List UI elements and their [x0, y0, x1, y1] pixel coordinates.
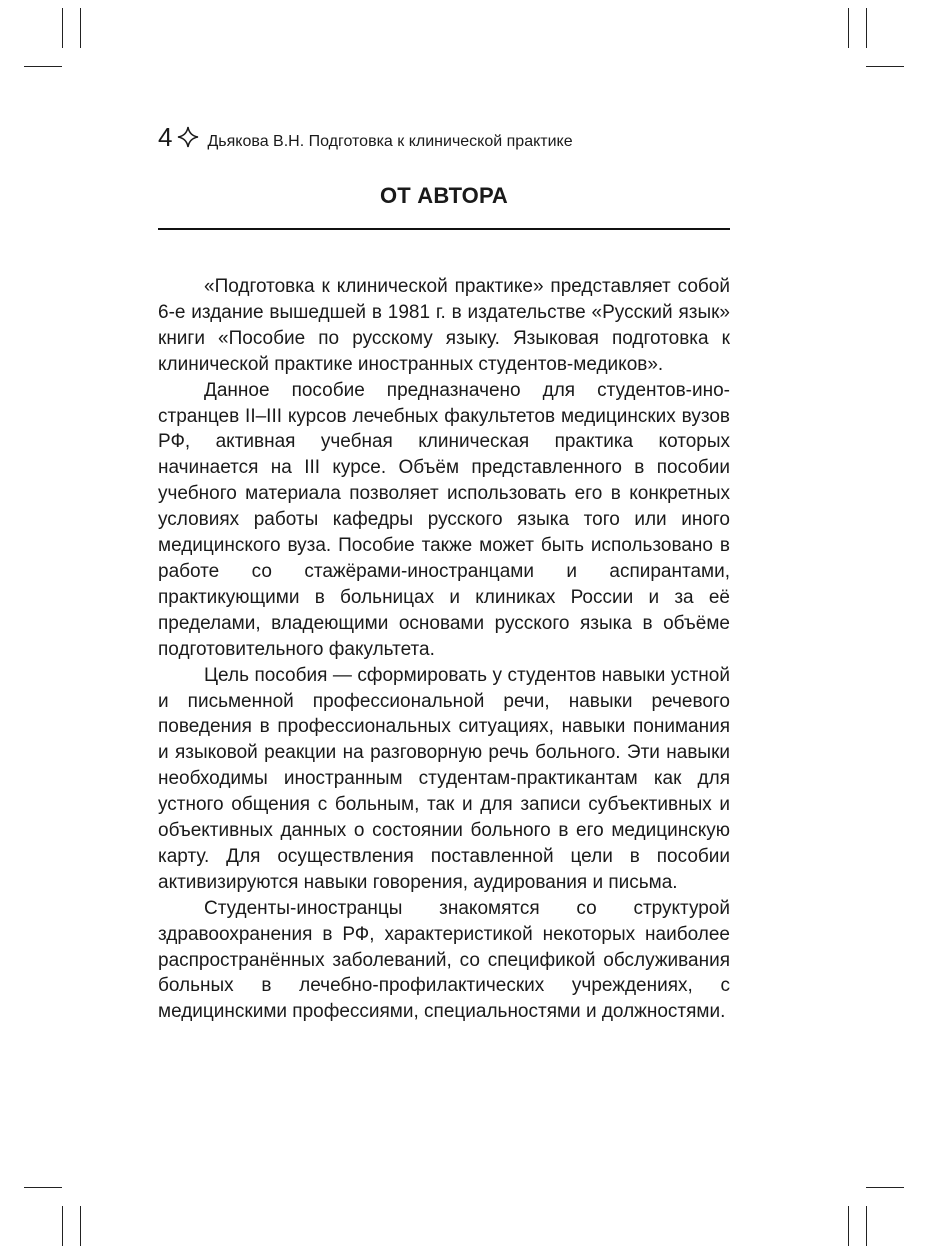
- crop-mark: [866, 1206, 867, 1246]
- page-number: 4: [158, 122, 173, 152]
- body-text: [158, 274, 730, 1025]
- paragraph: «Подготовка к клинической практике» представляет собой 6-е издание вышедшей в 1981 г. в издательстве «Русский язык» книги «Пособие по русскому языку. Языковая подготовка к клинической практике иностранных студентов-медиков».: [158, 276, 730, 375]
- crop-mark: [866, 66, 904, 67]
- chapter-title: ОТ АВТОРА: [379, 183, 509, 208]
- paragraph: Цель пособия — сформировать у студентов навыки устной и письменной профессиональной речи, навыки речевого поведения в профессиональных ситуациях, навыки понимания и языковой реакции на разговорную речь больного. Эти навыки необходимы иностранным студентам-практикантам как для устного общения с больным, так и для записи субъективных и объективных данных о состоянии больного в его медицинскую карту. Для осуществления поставленной цели в пособии активизируются навыки говорения, аудирования и письма.: [158, 664, 730, 893]
- crop-mark: [866, 1187, 904, 1188]
- crop-mark: [80, 1206, 81, 1246]
- four-point-star-icon: [177, 126, 199, 148]
- paragraph: Данное пособие предназначено для студентов-иностранцев II–III курсов лечебных факультетов медицинских вузов РФ, активная учебная клиническая практика которых начинается на III курсе. Объём представленного в пособии учебного материала позволяет использовать его в конкретных условиях работы кафедры русского языка того или иного медицинского вуза. Пособие также может быть использовано в работе со стажёрами-иностранцами и аспирантами, практикующими в больницах и клиниках России и за её пределами, владеющими основами русского языка в объёме подготовительного факультета.: [158, 379, 730, 660]
- running-head: [158, 122, 758, 152]
- crop-mark: [848, 8, 849, 48]
- crop-mark: [62, 8, 63, 48]
- paragraph: Студенты-иностранцы знакомятся со структурой здравоохранения в РФ, характеристикой некоторых наиболее распространённых заболеваний, со спецификой обслуживания больных в лечебно-профилактических учреждениях, с медицинскими профессиями, специальностями и должностями.: [158, 897, 730, 1023]
- crop-mark: [866, 8, 867, 48]
- crop-mark: [24, 66, 62, 67]
- crop-mark: [62, 1206, 63, 1246]
- crop-mark: [24, 1187, 62, 1188]
- running-title: Дьякова В.Н. Подготовка к клинической практике: [207, 133, 573, 150]
- crop-mark: [848, 1206, 849, 1246]
- crop-mark: [80, 8, 81, 48]
- title-divider: [158, 228, 730, 230]
